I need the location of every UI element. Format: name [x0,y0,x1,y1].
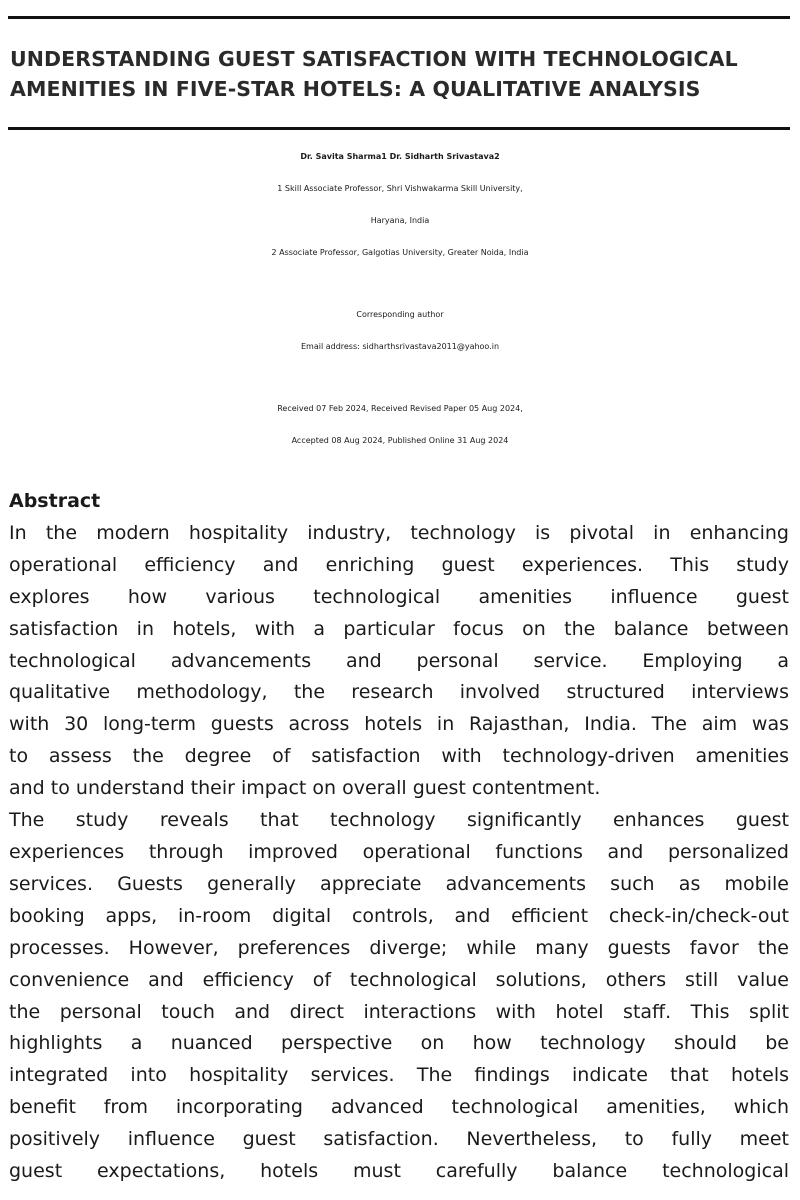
abstract-line: benefit from incorporating advanced technological amenities, which [9,1096,789,1119]
abstract-line: experiences through improved operational functions and personalized [9,840,789,863]
abstract-heading: Abstract [9,490,101,512]
abstract-line: booking apps, in-room digital controls, and efficient check-in/check-out [9,904,789,927]
abstract-line: In the modern hospitality industry, technology is pivotal in enhancing [9,521,789,544]
paper-title [10,44,790,104]
abstract-line: processes. However, preferences diverge; while many guests favor the [9,936,789,959]
author-list: Dr. Savita Sharma1 Dr. Sidharth Srivastava2 [300,152,500,161]
dates-line: Received 07 Feb 2024, Received Revised Paper 05 Aug 2024, [277,404,523,413]
abstract-line: and to understand their impact on overall guest contentment. [9,777,601,800]
abstract-line: explores how various technological amenities influence guest [9,585,789,608]
abstract-line: qualitative methodology, the research involved structured interviews [9,681,789,704]
abstract-line: guest expectations, hotels must carefully balance technological [9,1160,789,1183]
dates-line: Accepted 08 Aug 2024, Published Online 31 Aug 2024 [291,436,509,445]
abstract-paragraph [9,805,789,1188]
abstract-line: with 30 long-term guests across hotels in Rajasthan, India. The aim was [9,713,789,736]
abstract-paragraph [9,518,789,805]
title-line: AMENITIES IN FIVE-STAR HOTELS: A QUALITATIVE ANALYSIS [10,77,701,101]
abstract-line: the personal touch and direct interactions with hotel staff. This split [9,1000,789,1023]
abstract-line: technological advancements and personal service. Employing a [9,649,789,672]
abstract-line: operational efficiency and enriching guest experiences. This study [9,553,789,576]
title-bottom-rule [8,127,790,130]
corresponding-author-label: Corresponding author [356,310,444,319]
abstract-line: services. Guests generally appreciate advancements such as mobile [9,872,789,895]
affiliation-line: Haryana, India [370,216,430,225]
abstract-section [9,486,789,1188]
abstract-line: The study reveals that technology significantly enhances guest [9,809,789,832]
top-rule [8,16,790,19]
front-matter [0,141,800,457]
abstract-line: positively influence guest satisfaction. Nevertheless, to fully meet [9,1128,789,1151]
abstract-line: integrated into hospitality services. The findings indicate that hotels [9,1064,789,1087]
abstract-line: satisfaction in hotels, with a particular focus on the balance between [9,617,789,640]
affiliation-line: 1 Skill Associate Professor, Shri Vishwakarma Skill University, [277,184,523,193]
abstract-line: to assess the degree of satisfaction with technology-driven amenities [9,745,789,768]
abstract-line: convenience and efficiency of technological solutions, others still value [9,968,789,991]
affiliation-line: 2 Associate Professor, Galgotias University, Greater Noida, India [271,248,529,257]
title-line: UNDERSTANDING GUEST SATISFACTION WITH TECHNOLOGICAL [10,47,738,71]
corresponding-email: Email address: sidharthsrivastava2011@yahoo.in [300,342,500,351]
abstract-line: highlights a nuanced perspective on how technology should be [9,1032,789,1055]
